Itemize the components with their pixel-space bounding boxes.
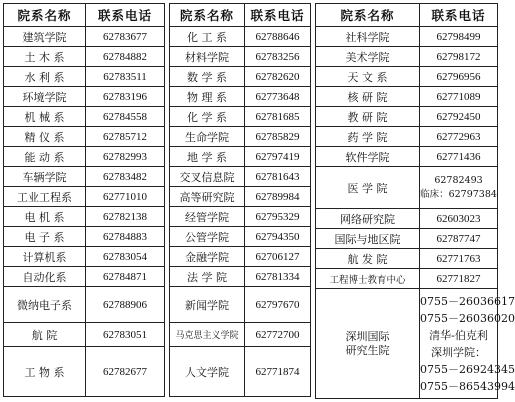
phone-number: 62771089 — [420, 87, 498, 107]
department-name — [316, 289, 420, 399]
department-name: 地 学 系 — [170, 147, 245, 167]
table-row — [170, 347, 311, 397]
phone-number: 62771436 — [420, 147, 498, 167]
phone-number: 62783196 — [86, 87, 165, 107]
table-row — [170, 167, 311, 187]
shenzhen-name-line1: 深圳国际 — [345, 329, 390, 343]
department-name: 材料学院 — [170, 47, 245, 67]
department-name: 国际与地区院 — [316, 229, 420, 249]
table-row — [316, 107, 498, 127]
department-name: 公管学院 — [170, 227, 245, 247]
department-phone-table-2 — [169, 3, 311, 397]
table-row — [316, 209, 498, 229]
phone-line: 0755－26036020 — [420, 311, 515, 325]
phone-number — [420, 289, 515, 399]
phone-number: 62771874 — [245, 347, 311, 397]
table-row — [170, 323, 311, 347]
phone-number: 62771763 — [420, 249, 498, 269]
table-row — [4, 207, 165, 227]
phone-line: 0755－86543994 — [420, 379, 515, 393]
phone-number: 62798499 — [420, 27, 498, 47]
phone-number: 62782138 — [86, 207, 165, 227]
phone-number: 62772700 — [245, 323, 311, 347]
phone-number-main: 62782493 — [434, 174, 483, 186]
phone-number: 62787747 — [420, 229, 498, 249]
table-row — [4, 227, 165, 247]
phone-number: 62782677 — [86, 347, 165, 397]
department-name: 化 工 系 — [170, 27, 245, 47]
phone-number: 62784871 — [86, 267, 165, 287]
department-name: 交叉信息院 — [170, 167, 245, 187]
header-name: 院系名称 — [316, 4, 420, 27]
table-row — [170, 267, 311, 287]
table-row — [170, 147, 311, 167]
table-row — [316, 127, 498, 147]
phone-number: 62771827 — [420, 269, 498, 289]
table-row — [4, 147, 165, 167]
header-name: 院系名称 — [4, 4, 86, 27]
phone-line: 清华-伯克利 — [429, 328, 488, 342]
phone-number: 62794350 — [245, 227, 311, 247]
table-row — [4, 323, 165, 347]
department-name: 工 物 系 — [4, 347, 86, 397]
department-name: 电 子 系 — [4, 227, 86, 247]
table-row — [316, 47, 498, 67]
table-row — [4, 167, 165, 187]
phone-number — [420, 167, 498, 209]
department-name: 金融学院 — [170, 247, 245, 267]
table-row — [170, 67, 311, 87]
phone-number: 62783256 — [245, 47, 311, 67]
phone-number: 62795329 — [245, 207, 311, 227]
table-row — [170, 47, 311, 67]
department-name: 工程博士教育中心 — [316, 269, 420, 289]
phone-number: 62789984 — [245, 187, 311, 207]
department-name: 高等研究院 — [170, 187, 245, 207]
table-row — [4, 107, 165, 127]
department-name: 人文学院 — [170, 347, 245, 397]
table-row — [316, 249, 498, 269]
phone-number: 62784558 — [86, 107, 165, 127]
department-name: 软件学院 — [316, 147, 420, 167]
phone-line: 0755－26924345 — [420, 362, 515, 376]
phone-line: 深圳学院： — [431, 345, 486, 359]
department-name: 经管学院 — [170, 207, 245, 227]
table-row — [316, 269, 498, 289]
header-phone: 联系电话 — [245, 4, 311, 27]
department-name: 天 文 系 — [316, 67, 420, 87]
table-row — [170, 127, 311, 147]
shenzhen-name-line2: 研究生院 — [345, 343, 390, 357]
department-name: 水 利 系 — [4, 67, 86, 87]
header-phone: 联系电话 — [86, 4, 165, 27]
header-phone: 联系电话 — [420, 4, 498, 27]
table-row — [316, 27, 498, 47]
department-name: 机 械 系 — [4, 107, 86, 127]
table-row — [170, 87, 311, 107]
department-name: 新闻学院 — [170, 287, 245, 323]
phone-number: 62785829 — [245, 127, 311, 147]
department-name: 土 木 系 — [4, 47, 86, 67]
phone-number: 62783482 — [86, 167, 165, 187]
phone-number: 62782993 — [86, 147, 165, 167]
phone-number: 62797419 — [245, 147, 311, 167]
table-row — [4, 127, 165, 147]
department-name: 马克思主义学院 — [170, 323, 245, 347]
department-name: 数 学 系 — [170, 67, 245, 87]
department-name: 精 仪 系 — [4, 127, 86, 147]
table-row — [4, 247, 165, 267]
header-name: 院系名称 — [170, 4, 245, 27]
phone-number: 62603023 — [420, 209, 498, 229]
phone-line: 0755－26036617 — [420, 294, 515, 308]
phone-number: 62773648 — [245, 87, 311, 107]
table-row — [4, 187, 165, 207]
phone-number: 62772963 — [420, 127, 498, 147]
department-name: 电 机 系 — [4, 207, 86, 227]
table-row — [170, 207, 311, 227]
phone-number: 62783054 — [86, 247, 165, 267]
department-name: 能 动 系 — [4, 147, 86, 167]
phone-number: 62771010 — [86, 187, 165, 207]
table-row — [316, 87, 498, 107]
phone-number: 62785712 — [86, 127, 165, 147]
table-row — [170, 107, 311, 127]
phone-number: 62792450 — [420, 107, 498, 127]
table-row — [4, 27, 165, 47]
department-name: 计算机系 — [4, 247, 86, 267]
department-name: 车辆学院 — [4, 167, 86, 187]
department-phone-table-3 — [315, 3, 515, 399]
department-name: 生命学院 — [170, 127, 245, 147]
phone-number: 62783677 — [86, 27, 165, 47]
department-name: 美术学院 — [316, 47, 420, 67]
department-name: 药 学 院 — [316, 127, 420, 147]
department-name: 医 学 院 — [316, 167, 420, 209]
phone-number: 62798172 — [420, 47, 498, 67]
department-name: 微纳电子系 — [4, 287, 86, 323]
department-name: 法 学 院 — [170, 267, 245, 287]
department-name: 网络研究院 — [316, 209, 420, 229]
table-row — [4, 67, 165, 87]
phone-number: 62788906 — [86, 287, 165, 323]
table-row — [4, 47, 165, 67]
table-row — [170, 287, 311, 323]
table-row — [316, 289, 498, 399]
table-row — [170, 27, 311, 47]
phone-number: 62783511 — [86, 67, 165, 87]
department-name: 社科学院 — [316, 27, 420, 47]
phone-number: 62781685 — [245, 107, 311, 127]
table-row — [4, 287, 165, 323]
department-name: 核 研 院 — [316, 87, 420, 107]
phone-number: 62788646 — [245, 27, 311, 47]
department-name: 航 院 — [4, 323, 86, 347]
department-phone-table-1 — [3, 3, 165, 397]
table-row — [316, 67, 498, 87]
phone-number: 62784883 — [86, 227, 165, 247]
phone-number: 62781334 — [245, 267, 311, 287]
table-row — [316, 167, 498, 209]
phone-number: 62796956 — [420, 67, 498, 87]
phone-number: 62781643 — [245, 167, 311, 187]
table-row — [316, 229, 498, 249]
phone-number: 62797670 — [245, 287, 311, 323]
department-name: 化 学 系 — [170, 107, 245, 127]
phone-number: 62706127 — [245, 247, 311, 267]
table-row — [170, 227, 311, 247]
phone-number: 62783051 — [86, 323, 165, 347]
department-name: 自动化系 — [4, 267, 86, 287]
table-row — [4, 87, 165, 107]
table-row — [316, 147, 498, 167]
department-name: 物 理 系 — [170, 87, 245, 107]
department-name: 工业工程系 — [4, 187, 86, 207]
table-row — [4, 347, 165, 397]
table-row — [4, 267, 165, 287]
department-name: 建筑学院 — [4, 27, 86, 47]
department-name: 环境学院 — [4, 87, 86, 107]
phone-number-clinical: 临床：62797384 — [420, 188, 497, 200]
table-row — [170, 187, 311, 207]
phone-number: 62782620 — [245, 67, 311, 87]
table-row — [170, 247, 311, 267]
department-name: 航 发 院 — [316, 249, 420, 269]
phone-number: 62784882 — [86, 47, 165, 67]
department-name: 教 研 院 — [316, 107, 420, 127]
